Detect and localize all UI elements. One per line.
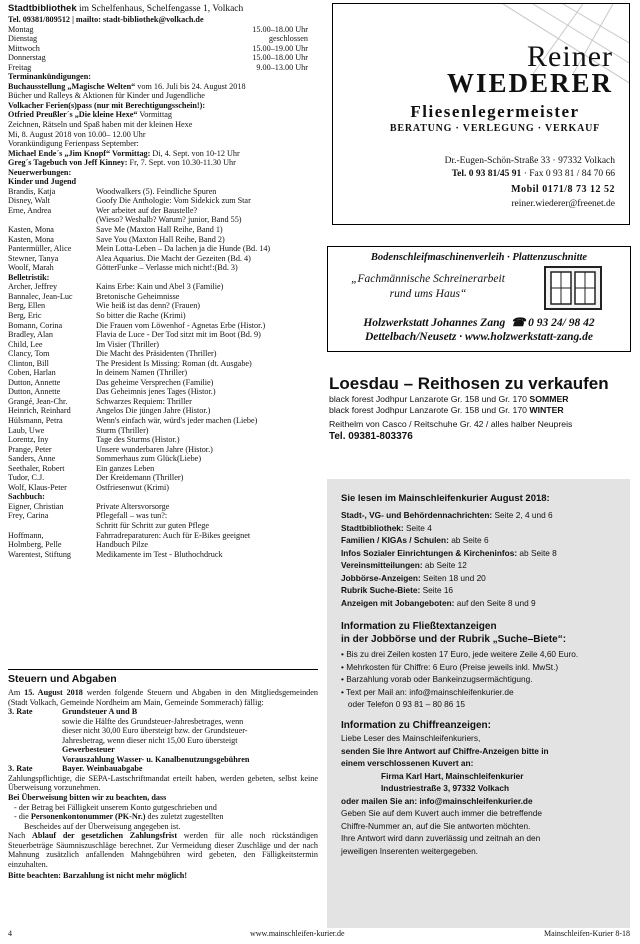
book-author: Dutton, Annette [8, 377, 61, 387]
chiffre-mail: oder mailen Sie an: info@mainschleifenkurier.de [341, 795, 533, 806]
loesdau-tel: Tel. 09381-803376 [329, 430, 413, 442]
termin-line [8, 82, 318, 92]
book-author: Lorentz, Iny [8, 435, 49, 445]
belletristik-item [8, 473, 318, 483]
fliess-item: • Bis zu drei Zeilen kosten 17 Euro, jede weitere Zeile 4,60 Euro. [341, 649, 579, 659]
book-author [8, 521, 96, 531]
info-item-value: Seite 4 [403, 522, 432, 533]
belletristik-item [8, 387, 318, 397]
fliess-title-2: in der Jobbörse und der Rubrik „Suche–Biete“: [341, 633, 567, 645]
termin-rest: Fr, 7. Sept. von 10.30-11.30 Uhr [127, 158, 236, 168]
hours-day: Freitag [8, 62, 32, 72]
book-author: Archer, Jeffrey [8, 282, 58, 292]
termin-rest: Di, 4. Sept. von 10-12 Uhr [150, 148, 240, 158]
book-title: Pflegefall – was tun?: [96, 511, 168, 521]
library-title-line [8, 3, 318, 15]
wiederer-tel: Tel. 0 93 81/45 91 [451, 169, 522, 179]
book-author: Laub, Uwe [8, 425, 45, 435]
hours-time: 15.00–19.00 Uhr [252, 43, 308, 53]
book-title: Wer arbeitet auf der Baustelle? [96, 205, 198, 215]
termin-rest: Vorankündigung Ferienpass September: [8, 139, 139, 149]
belletristik-item [8, 397, 318, 407]
library-title: Stadtbibliothek [8, 3, 77, 14]
fliess-item: oder Telefon 0 93 81 – 80 86 15 [341, 699, 465, 709]
fliess-list [341, 648, 626, 711]
neuerwerbungen-heading: Neuerwerbungen: [8, 167, 72, 177]
hours-row [8, 25, 308, 35]
rate3-label: 3. Rate [8, 707, 33, 717]
sachbuch-heading: Sachbuch: [8, 492, 45, 502]
zang-bottom: Dettelbach/Neusetz · www.holzwerkstatt-zang.de [365, 331, 593, 343]
chiffre-address-2: Industriestraße 3, 97332 Volkach [381, 783, 510, 793]
bayer-label: 3. Rate [8, 764, 33, 774]
book-author: Erne, Andrea [8, 205, 52, 215]
loesdau-line-2 [329, 405, 629, 416]
wiederer-firstname: Reiner [527, 40, 613, 73]
book-title: Angelos Die jüngen Jahre (Histor.) [96, 406, 211, 416]
library-section [8, 3, 318, 559]
zang-quote-2: rund ums Haus“ [389, 288, 467, 300]
book-title: Goofy Die Anthologie: Vom Sidekick zum Star [96, 196, 251, 206]
info-item-value: Seite 2, 4 und 6 [492, 510, 553, 520]
loesdau-title: Loesdau – Reithosen zu verkaufen [329, 374, 609, 393]
belletristik-item [8, 349, 318, 359]
termin-line [8, 101, 318, 111]
wiederer-email: reiner.wiederer@freenet.de [511, 199, 615, 209]
info-item-value: auf den Seite 8 und 9 [454, 597, 536, 608]
book-title: Wie heiß ist das denn? (Frauen) [96, 301, 201, 311]
book-author: Sanders, Anne [8, 454, 56, 464]
info-item [341, 522, 626, 535]
chiffre-tail-line: jeweiligen Inserenten weitergegeben. [341, 845, 478, 856]
belletristik-item [8, 301, 318, 311]
info-item-label: Vereinsmitteilungen: [341, 560, 423, 570]
belletristik-item [8, 416, 318, 426]
termin-line [8, 120, 318, 130]
info-item-value: ab Seite 8 [517, 547, 557, 558]
book-author: Kasten, Mona [8, 234, 54, 244]
termin-bold: Buchausstellung „Magische Welten“ [8, 81, 136, 91]
book-title: Das Geheimnis jenes Tages (Histor.) [96, 387, 216, 397]
info-item-value: ab Seite 6 [448, 535, 489, 545]
termin-line [8, 158, 318, 168]
belletristik-item [8, 426, 318, 436]
book-title: Unsere wunderbaren Jahre (Histor.) [96, 444, 213, 454]
library-address: im Schelfenhaus, Schelfengasse 1, Volkach [76, 4, 244, 14]
kinder-item [8, 187, 318, 197]
termin-line [8, 139, 318, 149]
sachbuch-list [8, 502, 318, 559]
book-author: Tudor, C.J. [8, 473, 45, 483]
kinder-item [8, 225, 318, 235]
termin-line [8, 149, 318, 159]
book-title: Alea Aquarius. Die Macht der Gezeiten (Bd. 4) [96, 253, 251, 263]
book-title: Das geheime Versprechen (Familie) [96, 377, 214, 387]
kinder-heading: Kinder und Jugend [8, 177, 77, 187]
kinder-item [8, 254, 318, 264]
kinder-item [8, 235, 318, 245]
sachbuch-item [8, 540, 318, 550]
bullet2-pre: - die [14, 812, 31, 822]
info-item-label: Infos Sozialer Einrichtungen & Kircheninfos: [341, 547, 518, 558]
book-title: Medikamente im Test - Bluthochdruck [96, 549, 223, 559]
steuern-section [8, 673, 318, 881]
info-item-label: Rubrik Suche-Biete: [341, 585, 421, 595]
chiffre-tail-line: Ihre Antwort wird dann zuverlässig und zeitnah an den [341, 833, 541, 843]
wiederer-trade: Fliesenlegermeister [410, 102, 580, 121]
termine-list [8, 82, 318, 168]
book-author: Eigner, Christian [8, 501, 64, 511]
bullet-2-cont: Bescheides auf der Überweisung angegeben ist. [24, 821, 181, 831]
zang-name: Holzwerkstatt Johannes Zang [363, 317, 506, 329]
opening-hours [8, 25, 308, 73]
fliess-title-1: Information zu Fließtextanzeigen [341, 621, 497, 632]
info-item-value: ab Seite 12 [422, 560, 467, 570]
bullet-1: - der Betrag bei Fälligkeit unserem Konto gutgeschrieben und [14, 802, 217, 812]
window-icon [543, 265, 603, 311]
termin-rest: vom 16. Juli bis 24. August 2018 [135, 81, 246, 91]
book-title: GötterFunke – Verlasse mich nicht!:(Bd. 3) [96, 263, 238, 273]
termin-bold: Volkacher Ferien(s)pass (nur mit Berechtigungsschein!): [8, 100, 206, 110]
belletristik-item [8, 340, 318, 350]
hours-row [8, 63, 308, 73]
hours-row [8, 44, 308, 54]
intro-pre: Am [8, 688, 25, 697]
book-author: Pantermüller, Alice [8, 244, 72, 254]
bitte-beachten: Bitte beachten: Barzahlung ist nicht mehr möglich! [8, 871, 188, 881]
intro-post: werden folgende Steuern und Abgaben in den Mitgliedsgemeinden (Stadt Volkach, Gemeinde Nordheim am Main, Gemeinde Sommerach) fällig: [8, 688, 319, 707]
belletristik-item [8, 359, 318, 369]
bayer-title: Bayer. Weinbauabgabe [62, 764, 143, 774]
chiffre-tail [341, 807, 626, 857]
belletristik-item [8, 483, 318, 493]
book-author: Bomann, Corina [8, 320, 63, 330]
sepa-text: Zahlungspflichtige, die SEPA-Lastschriftmandat erteilt haben, werden gebeten, selbst keine Überweisung vorzunehmen. [8, 773, 318, 793]
wiederer-mobil: Mobil 0171/8 73 12 52 [511, 184, 615, 195]
zang-top: Bodenschleifmaschinenverleih · Plattenzuschnitte [370, 252, 588, 263]
hours-day: Dienstag [8, 34, 38, 44]
intro-date: 15. August 2018 [24, 688, 83, 697]
nach-bold: Ablauf der gesetzlichen Zahlungsfrist [32, 831, 178, 841]
belletristik-item [8, 311, 318, 321]
book-author: Berg, Ellen [8, 301, 46, 311]
info-contents-list [341, 509, 626, 609]
belletristik-item [8, 282, 318, 292]
book-title: So bitter die Rache (Krimi) [96, 310, 186, 320]
book-author: Stewner, Tanya [8, 253, 59, 263]
zang-phone: ☎ 0 93 24/ 98 42 [510, 317, 595, 329]
book-author: Dutton, Annette [8, 387, 61, 397]
hours-time: 15.00–18.00 Uhr [252, 53, 308, 63]
fliess-item: • Barzahlung vorab oder Bankeinzugsermächtigung. [341, 674, 533, 684]
kinder-item [8, 244, 318, 254]
chiffre-tail-line: Geben Sie auf dem Kuvert auch immer die betreffende [341, 808, 542, 818]
book-title: Der Kreidemann (Thriller) [96, 473, 184, 483]
divider [8, 669, 318, 670]
hours-time: 15.00–18.00 Uhr [252, 24, 308, 34]
book-author: Bradley, Alan [8, 330, 53, 340]
info-item [341, 559, 626, 572]
hours-time: 9.00–13.00 Uhr [256, 62, 308, 72]
info-item-label: Stadt-, VG- und Behördennachrichten: [341, 510, 493, 520]
book-author: Frey, Carina [8, 511, 49, 521]
nach-post: werden für alle noch rückständigen Steuerbeträge Säumniszuschläge berechnet. Zur Vermeidung dieser Zuschläge und der nach Mahnung zusätzlich anfallenden Mahngebühren wird gebeten, den Fälligkeitstermin einzuhalten. [8, 831, 318, 869]
wiederer-ad [332, 3, 630, 225]
info-item-label: Anzeigen mit Jobangeboten: [341, 597, 455, 608]
sachbuch-item [8, 521, 318, 531]
page-number: 4 [8, 929, 12, 938]
zang-ad [327, 246, 631, 352]
rate3-line: Jahresbetrag, wenn dieser nicht 15,00 Euro übersteigt [62, 735, 238, 745]
book-title: Fahrradreparaturen: Auch für E-Bikes geeignet [96, 530, 251, 540]
book-title: Sturm (Thriller) [96, 425, 149, 435]
book-author: Hoffmann, [8, 530, 44, 540]
book-title: Im Visier (Thriller) [96, 339, 160, 349]
hours-day: Montag [8, 24, 34, 34]
book-author: Kasten, Mona [8, 225, 54, 235]
book-title: Save Me (Maxton Hall Reihe, Band 1) [96, 225, 223, 235]
info-item-label: Jobbörse-Anzeigen: [341, 572, 421, 583]
info-item-label: Stadtbibliothek: [341, 522, 404, 533]
book-title: Flavia de Luce - Der Tod sitzt mit im Boot (Bd. 9) [96, 330, 261, 340]
info-item [341, 534, 626, 547]
termin-line [8, 110, 318, 120]
termin-rest: Bücher und Ralleys & Aktionen für Kinder und Jugendliche [8, 91, 205, 101]
book-title: Tage des Sturms (Histor.) [96, 435, 180, 445]
nach-text [8, 831, 318, 869]
chiffre-bold-1: senden Sie Ihre Antwort auf Chiffre-Anzeigen bitte in [341, 745, 549, 756]
book-title: Die Frauen vom Löwenhof - Agnetas Erbe (Histor.) [96, 320, 266, 330]
belletristik-item [8, 292, 318, 302]
termin-bold: Otfried Preußler´s „Die kleine Hexe“ [8, 110, 138, 120]
belletristik-item [8, 378, 318, 388]
kinder-item [8, 215, 318, 225]
termin-rest: Zeichnen, Rätseln und Spaß haben mit der kleinen Hexe [8, 120, 193, 130]
gewerbesteuer: Gewerbesteuer [62, 745, 115, 755]
chiffre-address-1: Firma Karl Hart, Mainschleifenkurier [381, 770, 524, 781]
book-author: Disney, Walt [8, 196, 50, 206]
info-title: Sie lesen im Mainschleifenkurier August 2018: [341, 493, 550, 504]
info-item-value: Seite 16 [420, 585, 454, 595]
book-author: Clinton, Bill [8, 358, 49, 368]
kinder-item [8, 263, 318, 273]
book-title: Private Altersvorsorge [96, 501, 170, 511]
book-author: Bannalec, Jean-Luc [8, 291, 73, 301]
loesdau-summer: SOMMER [529, 394, 569, 404]
hours-day: Mittwoch [8, 43, 40, 53]
bayer-row [8, 764, 318, 774]
termine-heading: Terminankündigungen: [8, 72, 91, 82]
book-title: Ein ganzes Leben [96, 463, 155, 473]
book-title: Kains Erbe: Kain und Abel 3 (Familie) [96, 282, 224, 292]
belletristik-list [8, 282, 318, 492]
info-item [341, 597, 626, 610]
belletristik-item [8, 406, 318, 416]
book-author: Clancy, Tom [8, 349, 50, 359]
book-author: Wolf, Klaus-Peter [8, 482, 67, 492]
wiederer-phone-line [393, 169, 615, 179]
info-item [341, 584, 626, 597]
book-author: Child, Lee [8, 339, 43, 349]
vorauszahlung: Vorauszahlung Wasser- u. Kanalbenutzungsgebühren [62, 754, 250, 764]
library-contact: Tel. 09381/809512 | mailto: stadt-bibliothek@volkach.de [8, 15, 204, 24]
chiffre-line-1: Liebe Leser des Mainschleifenkuriers, [341, 733, 481, 743]
info-item [341, 509, 626, 522]
book-author [8, 215, 96, 225]
book-title: Save You (Maxton Hall Reihe, Band 2) [96, 234, 225, 244]
kinder-list [8, 187, 318, 273]
info-box [327, 479, 630, 928]
sachbuch-item [8, 502, 318, 512]
book-title: The President Is Missing: Roman (dt. Ausgabe) [96, 358, 252, 368]
termin-rest: Mi, 8. August 2018 von 10.00– 12.00 Uhr [8, 129, 146, 139]
bullet-2 [8, 812, 318, 822]
book-title: Woodwalkers (5). Feindliche Spuren [96, 186, 217, 196]
book-title: Handbuch Pilze [96, 540, 149, 550]
book-author: Hülsmann, Petra [8, 415, 63, 425]
nach-pre: Nach [8, 831, 32, 841]
loesdau-line-3: Reithelm von Casco / Reitschuhe Gr. 42 / alles halber Neupreis [329, 419, 573, 429]
book-author: Prange, Peter [8, 444, 52, 454]
termin-rest: Vormittag [137, 110, 172, 120]
footer-issue: Mainschleifen-Kurier 8-18 [544, 929, 630, 938]
termin-bold: Greg´s Tagebuch von Jeff Kinney: [8, 158, 128, 168]
book-author: Heinrich, Reinhard [8, 406, 71, 416]
book-title: Ostfriesenwut (Krimi) [96, 482, 169, 492]
fliess-item: • Mehrkosten für Chiffre: 6 Euro (Preise jeweils inkl. MwSt.) [341, 661, 559, 672]
sachbuch-item [8, 511, 318, 521]
loesdau-ad [329, 373, 629, 443]
belletristik-item [8, 321, 318, 331]
ueberweisung-heading: Bei Überweisung bitten wir zu beachten, dass [8, 793, 167, 803]
book-title: Wenn's einfach wär, würd's jeder machen (Liebe) [96, 415, 258, 425]
book-author: Seethaler, Robert [8, 463, 65, 473]
rate3-line: sowie die Hälfte des Grundsteuer-Jahresbetrages, wenn [62, 716, 244, 726]
hours-row [8, 34, 308, 44]
rate3-title: Grundsteuer A und B [62, 707, 138, 717]
book-author: Warentest, Stiftung [8, 549, 72, 559]
book-title: Sommerhaus zum Glück(Liebe) [96, 454, 202, 464]
belletristik-heading: Belletristik: [8, 272, 50, 282]
loesdau-line1-pre: black forest Jodhpur Lanzarote Gr. 158 und Gr. 170 [329, 394, 530, 404]
steuern-heading: Steuern und Abgaben [8, 673, 117, 685]
hours-day: Donnerstag [8, 53, 46, 63]
book-title: (Wieso? Weshalb? Warum? junior, Band 55) [96, 215, 242, 225]
rate3-row [8, 707, 318, 717]
book-title: In deinem Namen (Thriller) [96, 368, 188, 378]
info-item [341, 547, 626, 560]
belletristik-item [8, 445, 318, 455]
zang-quote-1: „Fachmännische Schreinerarbeit [351, 273, 505, 285]
info-item-value: Seiten 18 und 20 [420, 572, 486, 583]
chiffre-tail-line: Chiffre-Nummer an, auf die Sie antworten möchten. [341, 820, 531, 831]
book-title: Die Macht des Präsidenten (Thriller) [96, 349, 217, 359]
book-author: Woolf, Marah [8, 263, 54, 273]
book-author: Holmberg, Pelle [8, 540, 62, 550]
wiederer-address: Dr.-Eugen-Schön-Straße 33 · 97332 Volkach [444, 156, 615, 166]
bullet2-bold: Personenkontonummer (PK-Nr.) [30, 812, 146, 822]
zang-name-line [328, 315, 630, 329]
hours-time: geschlossen [268, 34, 308, 44]
info-item-label: Familien / KIGAs / Schulen: [341, 535, 449, 545]
footer-url[interactable]: www.mainschleifen-kurier.de [250, 929, 345, 938]
belletristik-item [8, 330, 318, 340]
rate3-line: dieser nicht 30,00 Euro übersteigt bzw. der Grundsteuer- [62, 726, 248, 736]
fliess-item: • Text per Mail an: info@mainschleifenkurier.de [341, 686, 514, 697]
kinder-item [8, 206, 318, 216]
termin-line [8, 130, 318, 140]
book-author: Berg, Eric [8, 310, 42, 320]
belletristik-item [8, 464, 318, 474]
wiederer-surname: WIEDERER [446, 68, 613, 98]
loesdau-winter: WINTER [529, 404, 564, 415]
kinder-item [8, 196, 318, 206]
book-title: Schwarzes Requiem: Thriller [96, 396, 192, 406]
rate3-lines [8, 717, 318, 746]
bullet2-post: des zuletzt zugestellten [145, 812, 224, 822]
wiederer-services: BERATUNG · VERLEGUNG · VERKAUF [389, 123, 601, 134]
hours-row [8, 53, 308, 63]
book-title: Bretonische Geheimnisse [96, 291, 180, 301]
sachbuch-item [8, 531, 318, 541]
belletristik-item [8, 454, 318, 464]
chiffre-bold-2: einem verschlossenen Kuvert an: [341, 758, 474, 768]
termin-bold: Michael Ende´s „Jim Knopf“ Vormittag: [8, 148, 151, 158]
book-title: Mein Lotta-Leben – Da lachen ja die Hunde (Bd. 14) [96, 244, 271, 254]
book-author: Grangé, Jean-Chr. [8, 396, 68, 406]
belletristik-item [8, 368, 318, 378]
sachbuch-item [8, 550, 318, 560]
chiffre-title: Information zu Chiffreanzeigen: [341, 719, 491, 731]
book-author: Brandis, Katja [8, 186, 56, 196]
steuern-intro [8, 688, 318, 707]
book-title: Schritt für Schritt zur guten Pflege [96, 520, 210, 530]
wiederer-fax: · Fax 0 93 81 / 84 70 66 [523, 169, 615, 179]
book-author: Coben, Harlan [8, 368, 56, 378]
loesdau-line2-pre: black forest Jodhpur Lanzarote Gr. 158 und Gr. 170 [329, 404, 530, 415]
belletristik-item [8, 435, 318, 445]
loesdau-line-1 [329, 394, 629, 405]
termin-line [8, 91, 318, 101]
info-item [341, 572, 626, 585]
